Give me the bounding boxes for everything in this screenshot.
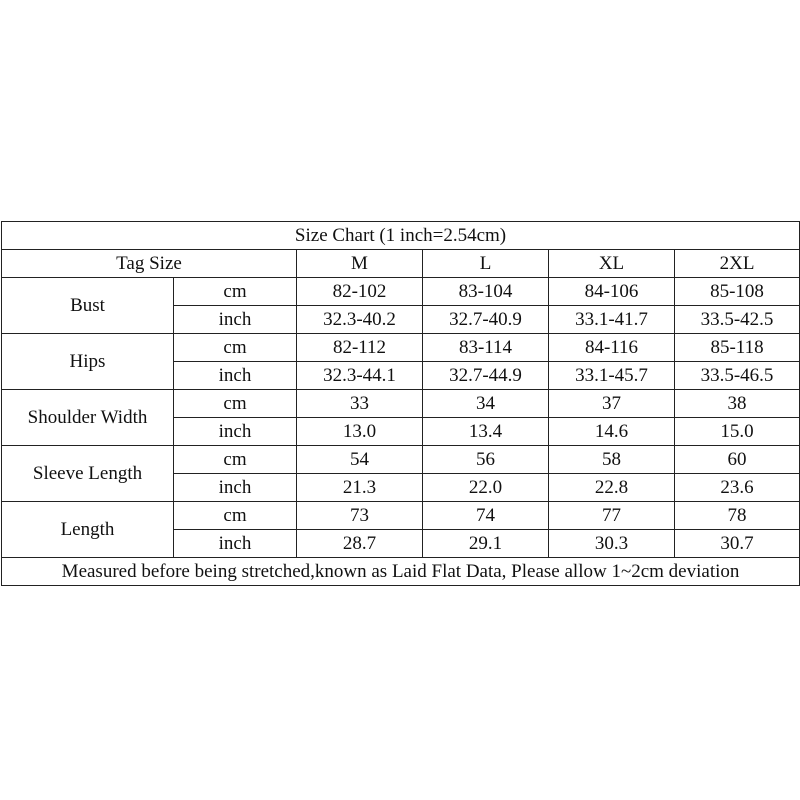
value-cell: 78 [675,502,800,530]
value-cell: 33.1-41.7 [549,306,675,334]
deviation-note: Measured before being stretched,known as Laid Flat Data, Please allow 1~2cm deviation [2,558,800,586]
value-cell: 13.4 [423,418,549,446]
value-cell: 77 [549,502,675,530]
value-cell: 33.1-45.7 [549,362,675,390]
unit-cell: cm [174,278,297,306]
header-row [2,250,800,278]
measurement-row [2,502,800,530]
value-cell: 32.3-44.1 [297,362,423,390]
unit-cell: cm [174,334,297,362]
title-row [2,222,800,250]
value-cell: 32.7-44.9 [423,362,549,390]
tag-size-header: Tag Size [2,250,297,278]
note-row [2,558,800,586]
size-chart-table [1,221,800,586]
unit-cell: inch [174,418,297,446]
measurement-row [2,446,800,474]
unit-cell: cm [174,390,297,418]
value-cell: 30.3 [549,530,675,558]
measurement-name: Bust [2,278,174,334]
value-cell: 73 [297,502,423,530]
value-cell: 32.3-40.2 [297,306,423,334]
unit-cell: inch [174,306,297,334]
unit-cell: cm [174,502,297,530]
value-cell: 32.7-40.9 [423,306,549,334]
value-cell: 83-104 [423,278,549,306]
value-cell: 33.5-46.5 [675,362,800,390]
measurement-name: Sleeve Length [2,446,174,502]
value-cell: 14.6 [549,418,675,446]
value-cell: 82-102 [297,278,423,306]
size-header-xl: XL [549,250,675,278]
value-cell: 84-106 [549,278,675,306]
value-cell: 30.7 [675,530,800,558]
value-cell: 83-114 [423,334,549,362]
measurement-name: Hips [2,334,174,390]
measurement-row [2,334,800,362]
value-cell: 33.5-42.5 [675,306,800,334]
value-cell: 37 [549,390,675,418]
value-cell: 38 [675,390,800,418]
value-cell: 74 [423,502,549,530]
value-cell: 29.1 [423,530,549,558]
value-cell: 58 [549,446,675,474]
value-cell: 82-112 [297,334,423,362]
measurement-name: Length [2,502,174,558]
unit-cell: cm [174,446,297,474]
chart-title: Size Chart (1 inch=2.54cm) [2,222,800,250]
value-cell: 21.3 [297,474,423,502]
measurement-row [2,390,800,418]
value-cell: 15.0 [675,418,800,446]
size-header-m: M [297,250,423,278]
value-cell: 28.7 [297,530,423,558]
value-cell: 22.0 [423,474,549,502]
unit-cell: inch [174,530,297,558]
unit-cell: inch [174,362,297,390]
value-cell: 85-108 [675,278,800,306]
value-cell: 33 [297,390,423,418]
measurement-name: Shoulder Width [2,390,174,446]
value-cell: 84-116 [549,334,675,362]
value-cell: 23.6 [675,474,800,502]
value-cell: 60 [675,446,800,474]
value-cell: 13.0 [297,418,423,446]
size-header-l: L [423,250,549,278]
value-cell: 54 [297,446,423,474]
value-cell: 22.8 [549,474,675,502]
value-cell: 85-118 [675,334,800,362]
value-cell: 34 [423,390,549,418]
value-cell: 56 [423,446,549,474]
measurement-row [2,278,800,306]
size-header-2xl: 2XL [675,250,800,278]
unit-cell: inch [174,474,297,502]
